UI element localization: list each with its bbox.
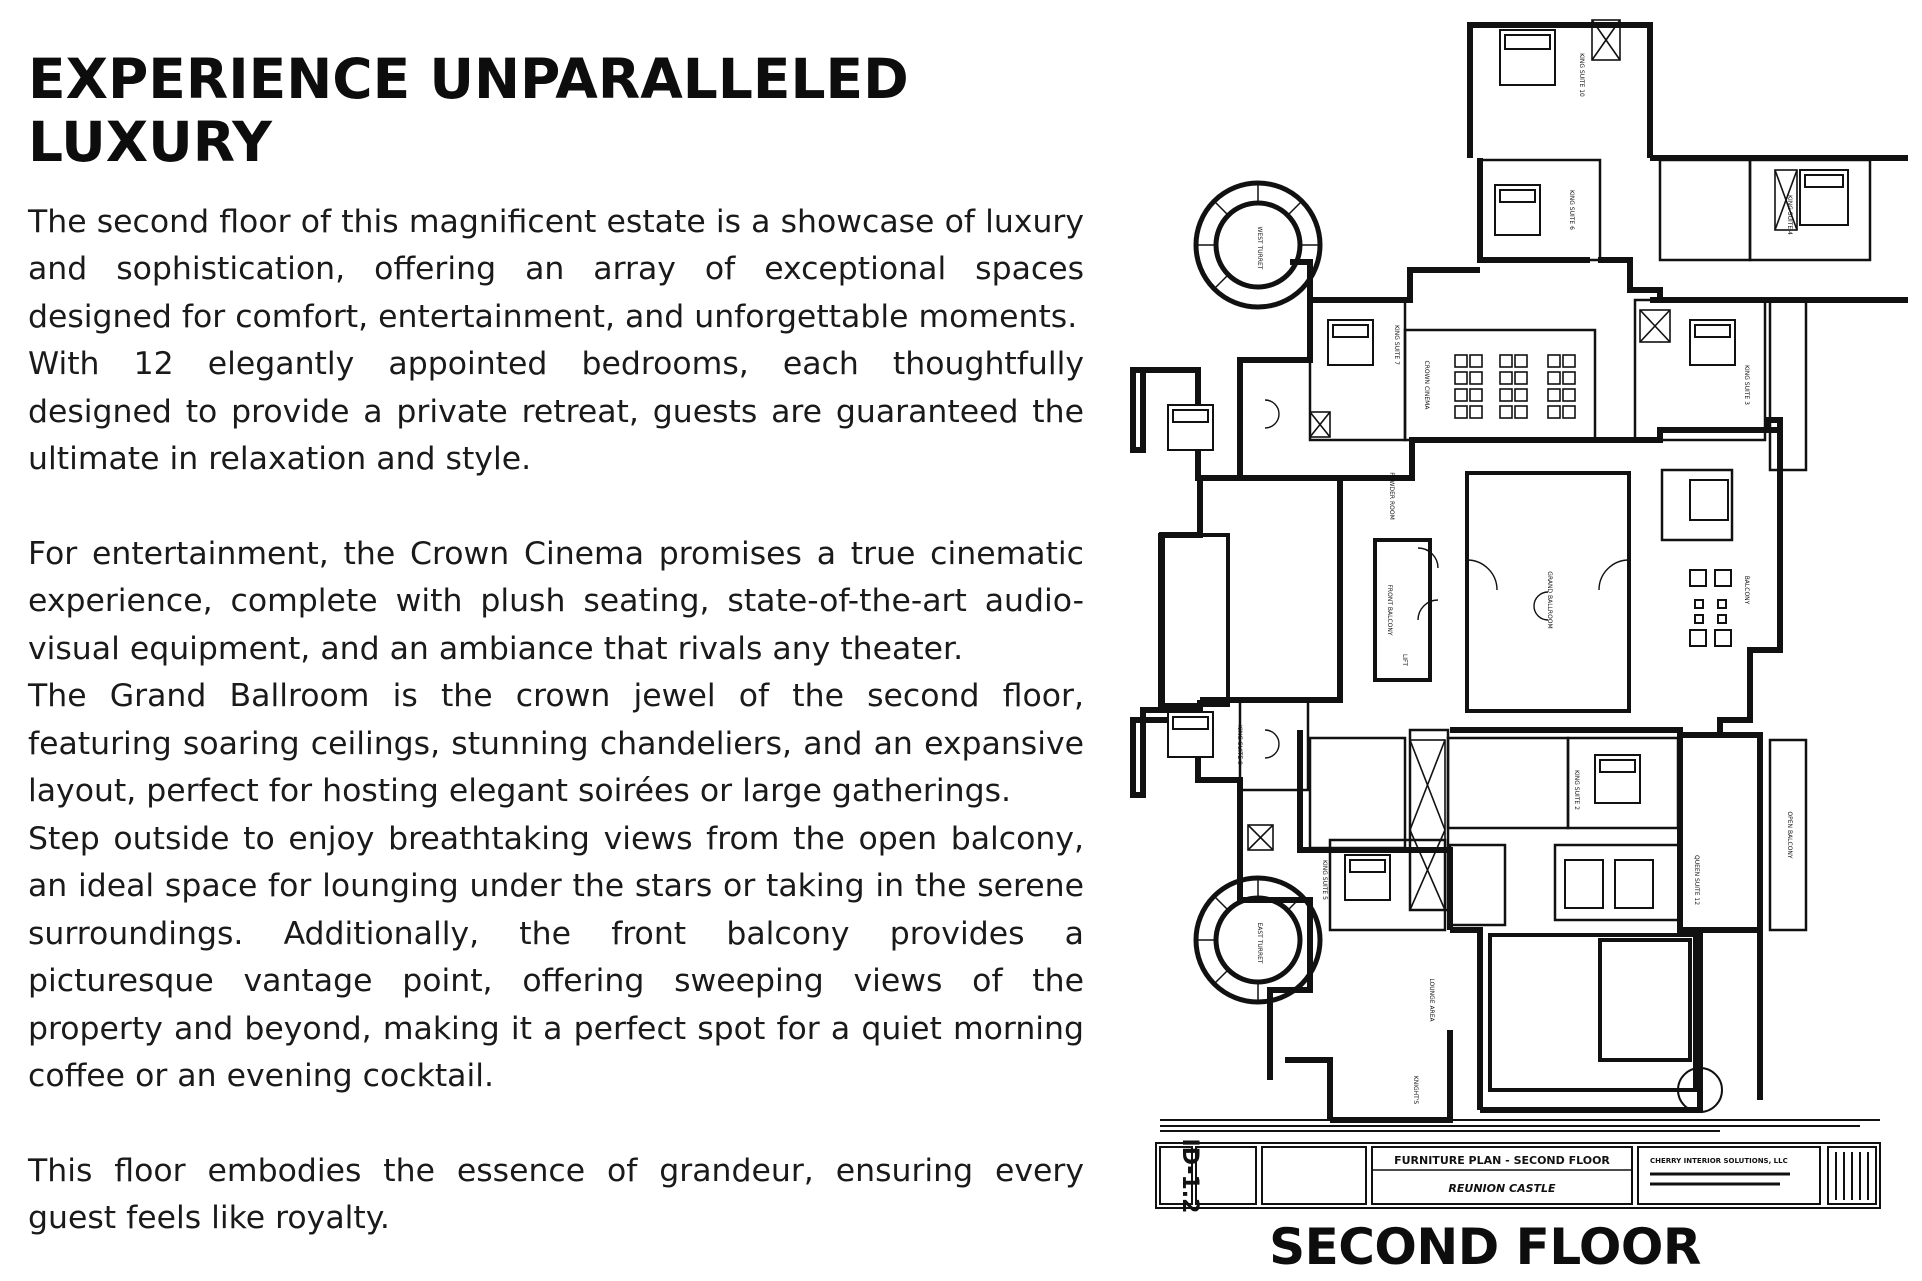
paragraph-bedrooms: With 12 elegantly appointed bedrooms, each thoughtfully designed to provide a private retreat, guests are guaranteed the ultimate in relaxation and style.	[28, 346, 1084, 477]
plan-label-powder-room: POWDER ROOM	[1388, 472, 1395, 520]
plan-label-front-balcony: FRONT BALCONY	[1386, 584, 1393, 636]
paragraph-intro: The second floor of this magnificent estate is a showcase of luxury and sophistication, offering an array of exceptional spaces designed for comfort, entertainment, and unforgettable moments.	[28, 203, 1084, 335]
plan-label-king-suite-7: KING SUITE 7	[1393, 325, 1400, 365]
plan-label-west-turret: WEST TURRET	[1256, 226, 1263, 270]
project-name: REUNION CASTLE	[1448, 1182, 1556, 1195]
plan-label-king-suite-10: KING SUITE 10	[1578, 53, 1585, 97]
floor-plan-drawing	[1128, 8, 1908, 1278]
plan-label-crown-cinema: CROWN CINEMA	[1423, 360, 1430, 410]
text-column	[28, 48, 1084, 1243]
paragraph-closing: This floor embodies the essence of grandeur, ensuring every guest feels like royalty.	[28, 1152, 1084, 1236]
title-block	[1156, 1139, 1880, 1214]
balcony-furniture	[1678, 570, 1731, 1112]
cinema-seats	[1455, 355, 1575, 418]
plan-notes	[1160, 1120, 1880, 1131]
plan-label-king-suite-3: KING SUITE 3	[1743, 365, 1750, 405]
paragraph-cinema: For entertainment, the Crown Cinema promises a true cinematic experience, complete with plush seating, state-of-the-art audio-visual equipment, and an ambiance that rivals any theater.	[28, 535, 1084, 667]
plan-label-king-suite-4: KING SUITE 4	[1786, 195, 1793, 235]
plan-label-knights: KNIGHT'S	[1412, 1075, 1419, 1105]
plan-label-king-suite-6: KING SUITE 6	[1568, 190, 1575, 230]
plan-label-lift: LIFT	[1401, 653, 1408, 667]
floor-caption: SECOND FLOOR	[1269, 1218, 1701, 1276]
plan-title: FURNITURE PLAN - SECOND FLOOR	[1394, 1154, 1610, 1167]
door-swings	[1265, 400, 1629, 758]
plan-label-open-balcony: OPEN BALCONY	[1786, 811, 1793, 859]
plan-label-grand-ballroom: GRAND BALLROOM	[1546, 571, 1553, 629]
firm-name: CHERRY INTERIOR SOLUTIONS, LLC	[1650, 1157, 1788, 1165]
paragraph-ballroom: The Grand Ballroom is the crown jewel of the second floor, featuring soaring ceilings, stunning chandeliers, and an expansive layout, perfect for hosting elegant soirées or large gatherings.	[28, 678, 1084, 809]
plan-label-king-suite-5: KING SUITE 5	[1321, 860, 1328, 900]
plan-label-king-suite-8: KING SUITE 8	[1236, 400, 1243, 440]
paragraph-balcony: Step outside to enjoy breathtaking views from the open balcony, an ideal space for lounging under the stars or taking in the serene surroundings. Additionally, the front balcony provides a picturesque vantage point, offering sweeping views of the property and beyond, making it a perfect spot for a quiet morning coffee or an evening cocktail.	[28, 820, 1084, 1094]
plan-label-king-suite-9: KING SUITE 9	[1236, 725, 1243, 765]
plan-label-queen-suite-12: QUEEN SUITE 12	[1693, 854, 1700, 906]
paragraph-gap	[28, 1101, 1084, 1148]
closet-crosses	[1248, 20, 1797, 910]
page-heading: EXPERIENCE UNPARALLELED LUXURY	[28, 47, 909, 175]
paragraph-gap	[28, 484, 1084, 531]
interior-walls	[1240, 160, 1870, 930]
sheet-number: ID-1.2	[1177, 1138, 1202, 1214]
bed-symbols	[1168, 30, 1848, 908]
plan-label-king-suite-2: KING SUITE 2	[1573, 770, 1580, 810]
plan-label-lounge-area: LOUNGE AREA	[1428, 978, 1435, 1022]
floor-plan-svg	[1128, 8, 1908, 1278]
plan-label-east-turret: EAST TURRET	[1256, 922, 1263, 964]
plan-label-balcony: BALCONY	[1743, 575, 1750, 605]
